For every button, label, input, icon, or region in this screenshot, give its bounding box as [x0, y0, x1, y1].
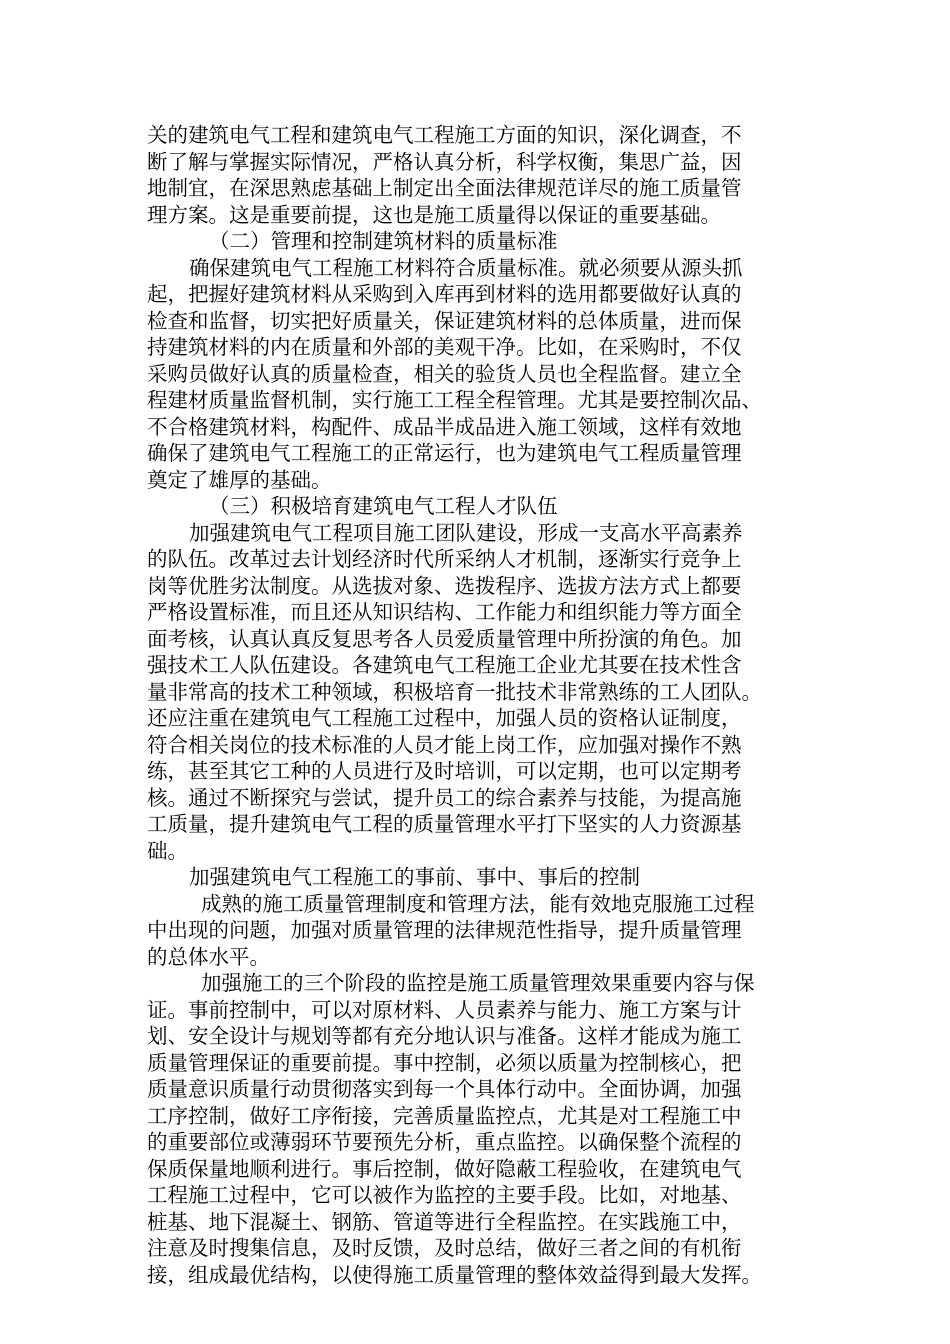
text-line: 确保建筑电气工程施工材料符合质量标准。就必须要从源头抓 [189, 255, 743, 280]
text-line: 成熟的施工质量管理制度和管理方法，能有效地克服施工过程 [201, 891, 755, 916]
text-line: 断了解与掌握实际情况，严格认真分析，科学权衡，集思广益，因 [147, 149, 742, 174]
text-line: 起，把握好建筑材料从采购到入库再到材料的选用都要做好认真的 [147, 282, 742, 306]
text-line: 确保了建筑电气工程施工的正常运行，也为建筑电气工程质量管理 [147, 441, 742, 465]
text-line: 检查和监督，切实把好质量关，保证建筑材料的总体质量，进而保 [147, 308, 742, 333]
text-line: 练，甚至其它工种的人员进行及时培训，可以定期，也可以定期考 [147, 759, 742, 783]
text-line: 证。事前控制中，可以对原材料、人员素养与能力、施工方案与计 [147, 997, 742, 1022]
text-line: 保质保量地顺利进行。事后控制，做好隐蔽工程验收，在建筑电气 [147, 1156, 742, 1181]
text-line: 接，组成最优结构，以使得施工质量管理的整体效益得到最大发挥。 [147, 1262, 762, 1287]
text-line: 的重要部位或薄弱环节要预先分析，重点监控。以确保整个流程的 [147, 1130, 742, 1154]
text-line: 加强施工的三个阶段的监控是施工质量管理效果重要内容与保 [201, 971, 755, 995]
text-line: 关的建筑电气工程和建筑电气工程施工方面的知识，深化调查，不 [147, 123, 742, 147]
text-line: 符合相关岗位的技术标准的人员才能上岗工作，应加强对操作不熟 [147, 732, 742, 757]
text-line: 加强建筑电气工程施工的事前、事中、事后的控制 [189, 865, 640, 889]
text-line: 岗等优胜劣汰制度。从选拔对象、选拨程序、选拔方法方式上都要 [147, 573, 742, 598]
text-line: 奠定了雄厚的基础。 [147, 467, 332, 492]
text-line: 量非常高的技术工种领域，积极培育一批技术非常熟练的工人团队。 [147, 679, 762, 704]
text-line: 采购员做好认真的质量检查，相关的验货人员也全程监督。建立全 [147, 361, 742, 386]
text-line: 质量意识质量行动贯彻落实到每一个具体行动中。全面协调，加强 [147, 1077, 742, 1101]
section-heading: （三）积极培育建筑电气工程人才队伍 [209, 494, 558, 518]
text-line: 础。 [147, 838, 188, 863]
text-line: 注意及时搜集信息，及时反馈，及时总结，做好三者之间的有机衔 [147, 1236, 742, 1260]
document-body [147, 122, 807, 1288]
section-heading: （二）管理和控制建筑材料的质量标准 [209, 229, 558, 253]
text-line: 工质量，提升建筑电气工程的质量管理水平打下坚实的人力资源基 [147, 812, 742, 836]
text-line: 加强建筑电气工程项目施工团队建设，形成一支高水平高素养 [189, 520, 743, 545]
text-line: 的总体水平。 [147, 944, 270, 969]
text-line: 严格设置标准，而且还从知识结构、工作能力和组织能力等方面全 [147, 600, 742, 624]
text-line: 不合格建筑材料，构配件、成品半成品进入施工领域，这样有效地 [147, 414, 742, 439]
text-line: 强技术工人队伍建设。各建筑电气工程施工企业尤其要在技术性含 [147, 653, 742, 677]
text-line: 持建筑材料的内在质量和外部的美观干净。比如，在采购时，不仅 [147, 335, 742, 359]
text-line: 还应注重在建筑电气工程施工过程中，加强人员的资格认证制度， [147, 706, 742, 730]
text-line: 地制宜，在深思熟虑基础上制定出全面法律规范详尽的施工质量管 [147, 176, 742, 200]
text-line: 的队伍。改革过去计划经济时代所采纳人才机制，逐渐实行竞争上 [147, 547, 742, 571]
text-line: 划、安全设计与规划等都有充分地认识与准备。这样才能成为施工 [147, 1024, 742, 1048]
text-line: 理方案。这是重要前提，这也是施工质量得以保证的重要基础。 [147, 202, 721, 227]
text-line: 面考核，认真认真反复思考各人员爱质量管理中所扮演的角色。加 [147, 626, 742, 651]
text-line: 中出现的问题，加强对质量管理的法律规范性指导，提升质量管理 [147, 918, 742, 942]
text-line: 工程施工过程中，它可以被作为监控的主要手段。比如，对地基、 [147, 1183, 742, 1207]
text-line: 核。通过不断探究与尝试，提升员工的综合素养与技能，为提高施 [147, 785, 742, 810]
text-line: 程建材质量监督机制，实行施工工程全程管理。尤其是要控制次品、 [147, 388, 762, 412]
text-line: 质量管理保证的重要前提。事中控制，必须以质量为控制核心，把 [147, 1050, 742, 1075]
text-line: 工序控制，做好工序衔接，完善质量监控点，尤其是对工程施工中 [147, 1103, 742, 1128]
text-line: 桩基、地下混凝土、钢筋、管道等进行全程监控。在实践施工中， [147, 1209, 742, 1234]
